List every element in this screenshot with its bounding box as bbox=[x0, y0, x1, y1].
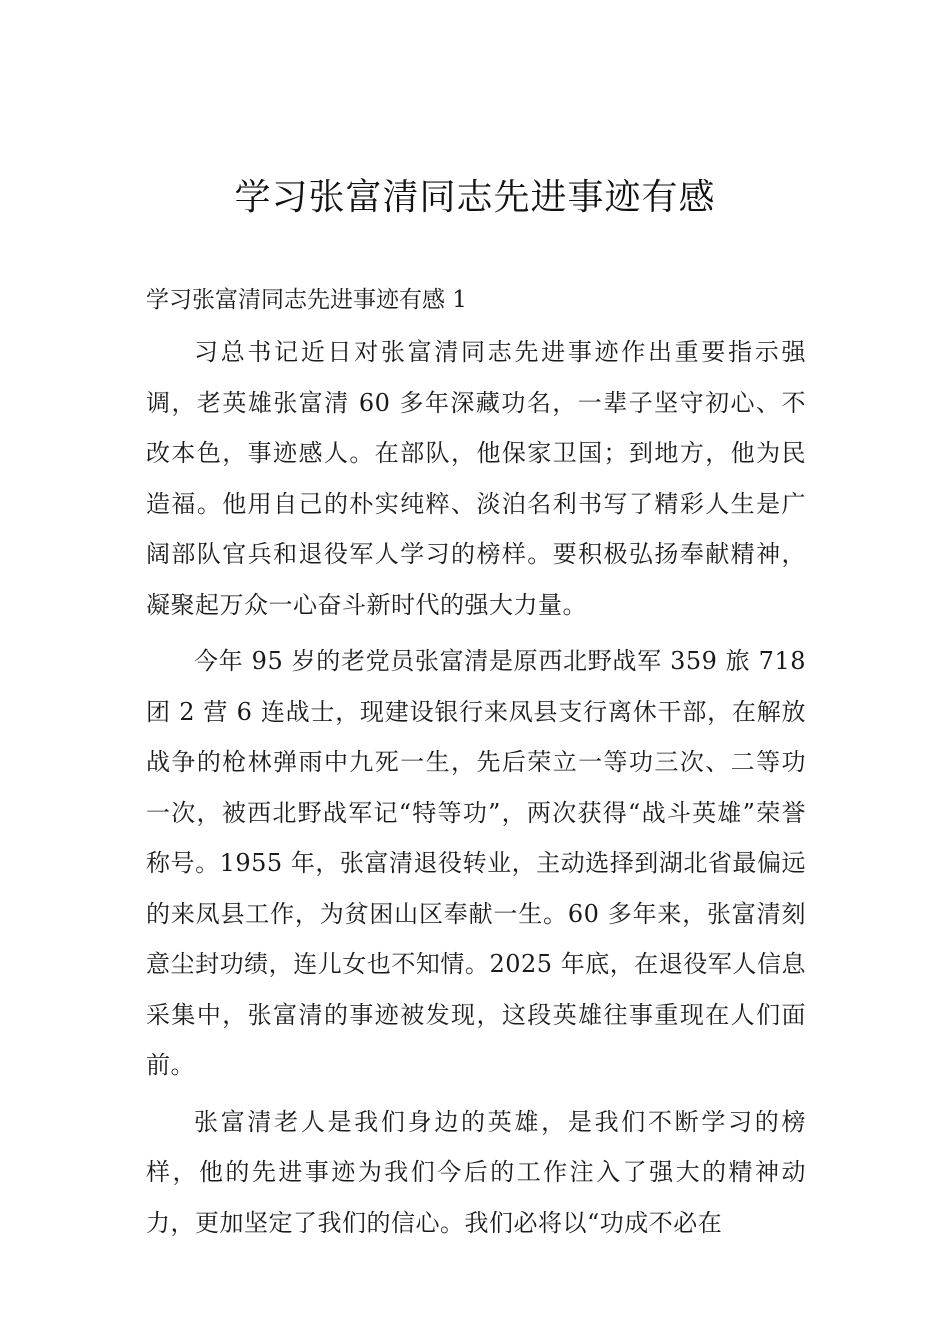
paragraph-1: 习总书记近日对张富清同志先进事迹作出重要指示强调，老英雄张富清 60 多年深藏功名，一辈子坚守初心、不改本色，事迹感人。在部队，他保家卫国；到地方，他为民造福。他用自己的朴实纯粹、淡泊名利书写了精彩人生是广阔部队官兵和退役军人学习的榜样。要积极弘扬奉献精神，凝聚起万众一心奋斗新时代的强大力量。 bbox=[146, 338, 806, 619]
document-title: 学习张富清同志先进事迹有感 bbox=[234, 177, 716, 218]
section-heading: 学习张富清同志先进事迹有感 1 bbox=[146, 287, 467, 313]
paragraph-2: 今年 95 岁的老党员张富清是原西北野战军 359 旅 718 团 2 营 6 连战士，现建设银行来凤县支行离休干部，在解放战争的枪林弹雨中九死一生，先后荣立一等功三次、二等功一次，被西北野战军记“特等功”，两次获得“战斗英雄”荣誉称号。1955 年，张富清退役转业，主动选择到湖北省最偏远的来凤县工作，为贫困山区奉献一生。60 多年来，张富清刻意尘封功绩，连儿女也不知情。2025 年底，在退役军人信息采集中，张富清的事迹被发现，这段英雄往事重现在人们面前。 bbox=[146, 647, 806, 1079]
document-body bbox=[146, 327, 806, 1254]
paragraph-3: 张富清老人是我们身边的英雄，是我们不断学习的榜样，他的先进事迹为我们今后的工作注入了强大的精神动力，更加坚定了我们的信心。我们必将以“功成不必在 bbox=[146, 1107, 806, 1237]
